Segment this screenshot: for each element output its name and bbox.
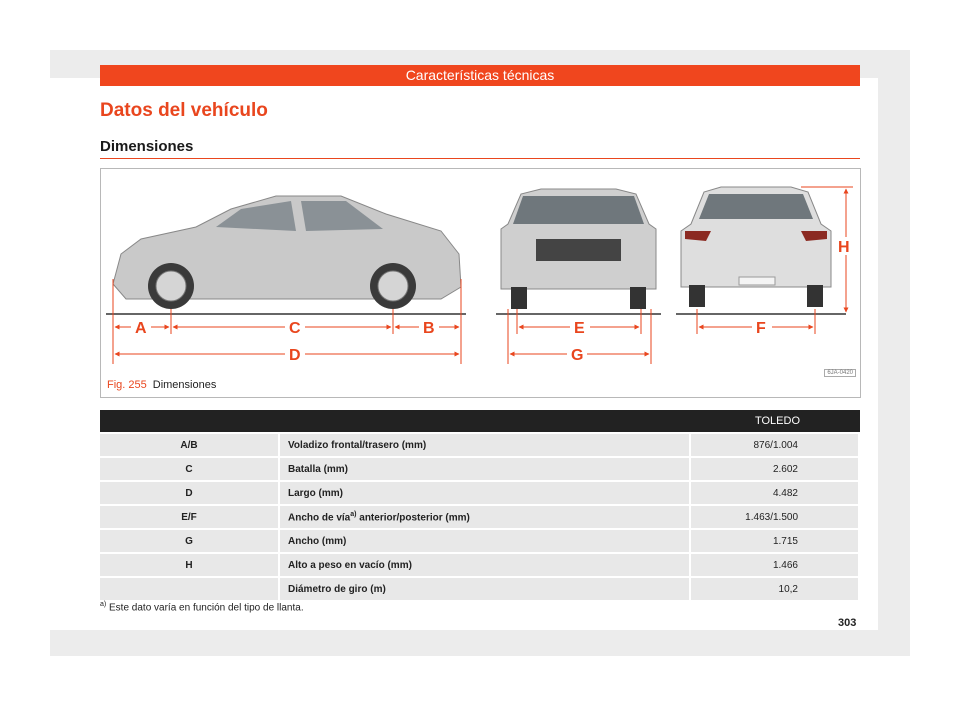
row-description: Alto a peso en vacío (mm) bbox=[280, 554, 691, 576]
page-number: 303 bbox=[838, 617, 857, 629]
row-key: D bbox=[100, 482, 280, 504]
car-front-view bbox=[496, 189, 661, 314]
row-key: A/B bbox=[100, 434, 280, 456]
table-row bbox=[100, 554, 860, 576]
row-value: 1.463/1.500 bbox=[691, 506, 860, 528]
dim-label-a: A bbox=[135, 320, 147, 337]
row-description bbox=[280, 506, 691, 528]
car-dimensions-illustration bbox=[101, 169, 860, 374]
footnote-ref: a) bbox=[350, 510, 357, 518]
row-value: 4.482 bbox=[691, 482, 860, 504]
row-value: 1.466 bbox=[691, 554, 860, 576]
dim-label-c: C bbox=[289, 320, 301, 337]
row-description-rest: anterior/posterior (mm) bbox=[356, 512, 470, 524]
footnote-mark: a) bbox=[100, 601, 107, 608]
car-rear-view bbox=[676, 187, 846, 314]
dim-label-d: D bbox=[289, 347, 301, 364]
dim-label-e: E bbox=[574, 320, 585, 337]
section-subtitle: Dimensiones bbox=[100, 138, 860, 159]
figure-caption-text: Dimensiones bbox=[152, 379, 217, 391]
table-row bbox=[100, 530, 860, 552]
row-description: Largo (mm) bbox=[280, 482, 691, 504]
dim-label-g: G bbox=[571, 347, 584, 364]
row-value: 10,2 bbox=[691, 578, 860, 600]
row-description-text: Ancho de vía bbox=[288, 512, 351, 524]
row-key: G bbox=[100, 530, 280, 552]
row-description: Batalla (mm) bbox=[280, 458, 691, 480]
figure-number: Fig. 255 bbox=[107, 379, 147, 391]
row-value: 1.715 bbox=[691, 530, 860, 552]
figure-code: 6JA-0420 bbox=[824, 369, 856, 377]
table-row bbox=[100, 458, 860, 480]
table-row bbox=[100, 506, 860, 528]
section-title: Datos del vehículo bbox=[100, 100, 268, 121]
dimensions-table bbox=[100, 408, 860, 602]
row-key: H bbox=[100, 554, 280, 576]
table-row bbox=[100, 434, 860, 456]
dim-label-b: B bbox=[423, 320, 435, 337]
row-value: 876/1.004 bbox=[691, 434, 860, 456]
dim-label-f: F bbox=[756, 320, 766, 337]
figure-caption bbox=[107, 379, 216, 391]
footnote-text: Este dato varía en función del tipo de llanta. bbox=[109, 602, 304, 614]
table-header-cell bbox=[100, 410, 280, 432]
row-key: C bbox=[100, 458, 280, 480]
dimensions-figure bbox=[100, 168, 861, 398]
table-header-row bbox=[100, 410, 860, 432]
table-header-cell bbox=[280, 410, 691, 432]
row-description: Diámetro de giro (m) bbox=[280, 578, 691, 600]
table-row bbox=[100, 482, 860, 504]
table-row bbox=[100, 578, 860, 600]
row-value: 2.602 bbox=[691, 458, 860, 480]
dim-label-h: H bbox=[838, 239, 850, 256]
row-description: Voladizo frontal/trasero (mm) bbox=[280, 434, 691, 456]
footnote bbox=[100, 601, 304, 613]
car-side-view bbox=[106, 196, 466, 314]
row-description: Ancho (mm) bbox=[280, 530, 691, 552]
row-key: E/F bbox=[100, 506, 280, 528]
table-header-model: TOLEDO bbox=[691, 410, 860, 432]
chapter-banner: Características técnicas bbox=[100, 65, 860, 86]
row-key bbox=[100, 578, 280, 600]
